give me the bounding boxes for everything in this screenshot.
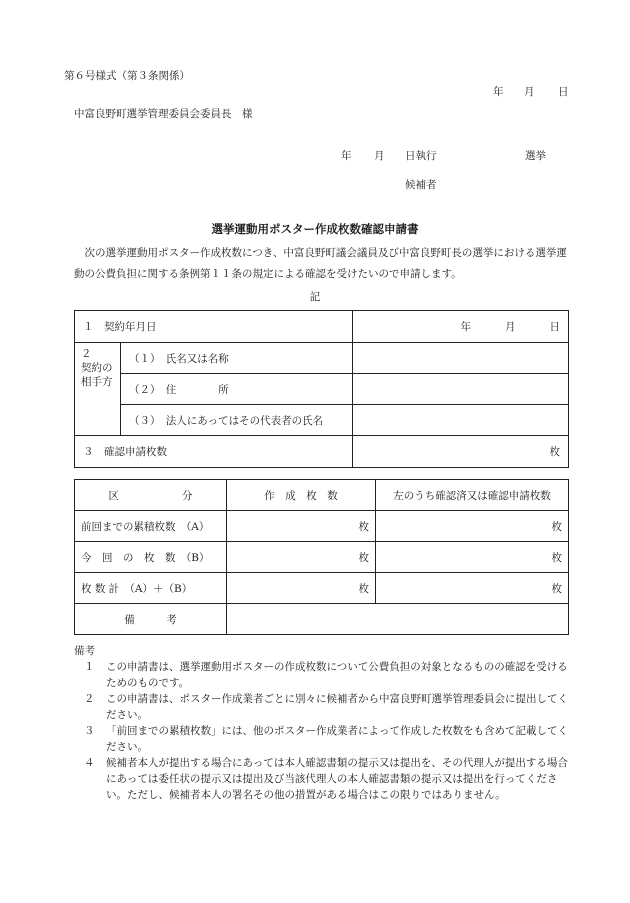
contract-table [74,310,569,468]
confirm-unit: 枚 [549,446,560,458]
contract-date-label: １ 契約年月日 [75,311,353,343]
address-label: （２） 住 所 [121,374,353,405]
candidate-label: 候補者 [405,179,437,191]
notes-section [74,643,574,803]
unit: 枚 [551,551,562,564]
election-month: 月 [374,150,385,162]
confirm-field[interactable] [353,436,569,468]
name-label: （１） 氏名又は名称 [121,343,353,374]
confirm-label: ３ 確認申請枚数 [75,436,353,468]
remarks-label: 備 考 [75,604,227,635]
confirmed-field[interactable] [376,542,569,573]
election-label: 選挙 [525,150,546,162]
unit: 枚 [358,520,369,533]
count-table [74,479,569,635]
note-item [84,723,574,755]
rep-field[interactable] [353,405,569,436]
note-item [84,659,574,691]
note-num: ３ [84,725,95,737]
form-label: 第６号様式（第３条関係） [64,70,190,82]
created-field[interactable] [227,573,376,604]
created-field[interactable] [227,511,376,542]
rep-label: （３） 法人にあってはその代表者の氏名 [121,405,353,436]
note-text: この申請書は、選挙運動用ポスターの作成枚数について公費負担の対象となるものの確認を受けるためのものです。 [106,661,568,689]
address-field[interactable] [353,374,569,405]
party-num: ２ [81,348,92,360]
contract-month: 月 [505,321,516,333]
unit: 枚 [358,551,369,564]
unit: 枚 [358,582,369,595]
party-label: 契約の相手方 [81,362,113,388]
date-year: 年 [493,86,504,98]
header-category: 区 分 [75,480,227,511]
date-month: 月 [524,86,535,98]
contract-date-value[interactable] [353,311,569,343]
ki-label: 記 [309,291,321,303]
row-label: 前回までの累積枚数 （A） [75,511,227,542]
election-executed: 日執行 [405,150,437,162]
confirmed-field[interactable] [376,511,569,542]
note-num: ２ [84,693,95,705]
unit: 枚 [551,582,562,595]
unit: 枚 [551,520,562,533]
note-text: 「前回までの累積枚数」には、他のポスター作成業者によって作成した枚数をも含めて記載してください。 [106,725,568,753]
intro-paragraph: 次の選挙運動用ポスター作成枚数につき、中富良野町議会議員及び中富良野町長の選挙における選挙運動の公費負担に関する条例第１１条の規定による確認を受けたいので申請します。 [74,247,567,280]
date-day: 日 [558,86,569,98]
note-item [84,755,574,803]
contract-year: 年 [460,321,471,333]
row-label: 枚 数 計 （A）＋（B） [75,573,227,604]
row-label: 今 回 の 枚 数 （B） [75,542,227,573]
party-label-cell [75,343,121,436]
created-field[interactable] [227,542,376,573]
note-item [84,691,574,723]
contract-day: 日 [549,321,560,333]
document-title: 選挙運動用ポスター作成枚数確認申請書 [211,222,419,236]
notes-title: 備考 [74,645,95,657]
addressee: 中富良野町選挙管理委員会委員長 様 [74,108,253,120]
header-created: 作 成 枚 数 [227,480,376,511]
header-confirmed: 左のうち確認済又は確認申請枚数 [376,480,569,511]
note-text: 候補者本人が提出する場合にあっては本人確認書類の提示又は提出を、その代理人が提出する場合にあっては委任状の提示又は提出及び当該代理人の本人確認書類の提示又は提出を行ってください。ただし、候補者本人の署名その他の措置がある場合はこの限りではありません。 [106,757,568,801]
note-num: １ [84,661,95,673]
election-year: 年 [341,150,352,162]
name-field[interactable] [353,343,569,374]
note-text: この申請書は、ポスター作成業者ごとに別々に候補者から中富良野町選挙管理委員会に提出してください。 [106,693,568,721]
confirmed-field[interactable] [376,573,569,604]
note-num: ４ [84,757,95,769]
remarks-field[interactable] [227,604,569,635]
